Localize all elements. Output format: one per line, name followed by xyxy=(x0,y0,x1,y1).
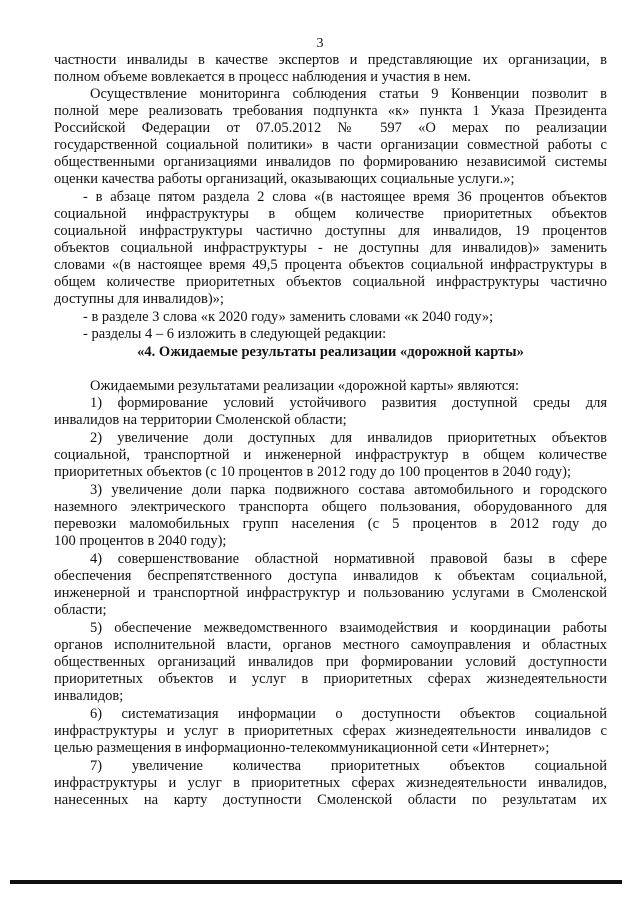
text-line: 4) совершенствование областной нормативной правовой базы в сфере xyxy=(90,551,607,567)
text-line: оценки качества работы организаций, оказывающих социальные услуги.»; xyxy=(54,171,515,187)
text-line: объектов социальной инфраструктуры - не доступны для инвалидов)» заменить xyxy=(54,240,607,256)
text-line: 100 процентов в 2040 году); xyxy=(54,533,227,549)
text-line: перевозки маломобильных групп населения (с 5 процентов в 2012 году до xyxy=(54,516,607,532)
bottom-border-bar xyxy=(10,880,622,884)
text-line: инвалидов; xyxy=(54,688,124,704)
text-line: 7) увеличение количества приоритетных объектов социальной xyxy=(90,758,607,774)
text-line: Осуществление мониторинга соблюдения статьи 9 Конвенции позволит в xyxy=(90,86,607,102)
text-line: области; xyxy=(54,602,107,618)
text-line: 3) увеличение доли парка подвижного состава автомобильного и городского xyxy=(90,482,607,498)
section-heading: «4. Ожидаемые результаты реализации «дорожной карты» xyxy=(137,344,524,360)
text-line: полном объеме вовлекается в процесс наблюдения и участия в нем. xyxy=(54,69,471,85)
text-line: полной мере реализовать требования подпункта «к» пункта 1 Указа Президента xyxy=(54,103,607,119)
text-line: инфраструктуры и услуг в приоритетных сферах жизнедеятельности инвалидов, xyxy=(54,775,607,791)
text-line: обеспечения беспрепятственного доступа инвалидов к объектам социальной, xyxy=(54,568,607,584)
text-line: 6) систематизация информации о доступности объектов социальной xyxy=(90,706,607,722)
text-line: доступны для инвалидов)»; xyxy=(54,291,224,307)
text-line: 2) увеличение доли доступных для инвалидов приоритетных объектов xyxy=(90,430,607,446)
text-line: частности инвалиды в качестве экспертов и представляющие их организации, в xyxy=(54,52,607,68)
text-line: 5) обеспечение межведомственного взаимодействия и координации работы xyxy=(90,620,607,636)
text-line: инфраструктуры и услуг в приоритетных сферах жизнедеятельности инвалидов с xyxy=(54,723,607,739)
text-line: приоритетных объектов и услуг в приоритетных сферах жизнедеятельности xyxy=(54,671,607,687)
page-number: 3 xyxy=(316,36,324,51)
text-line: инвалидов на территории Смоленской области; xyxy=(54,412,347,428)
text-line: - разделы 4 – 6 изложить в следующей редакции: xyxy=(83,326,387,342)
text-line: 1) формирование условий устойчивого развития доступной среды для xyxy=(90,395,607,411)
text-line: приоритетных объектов (с 10 процентов в 2012 году до 100 процентов в 2040 году); xyxy=(54,464,572,480)
text-line: социальной, транспортной и инженерной инфраструктур в общем количестве xyxy=(54,447,607,463)
text-line: - в абзаце пятом раздела 2 слова «(в настоящее время 36 процентов объектов xyxy=(83,189,607,205)
text-line: инженерной и транспортной инфраструктур и пользованию услугами в Смоленской xyxy=(54,585,607,601)
text-line: - в разделе 3 слова «к 2020 году» заменить словами «к 2040 году»; xyxy=(83,309,494,325)
text-line: общем количестве приоритетных объектов социальной инфраструктуры частично xyxy=(54,274,607,290)
text-line: органов исполнительной власти, органов местного самоуправления и областных xyxy=(54,637,607,653)
text-line: социальной инфраструктуры частично доступны для инвалидов, 19 процентов xyxy=(54,223,607,239)
text-line: Российской Федерации от 07.05.2012 № 597 «О мерах по реализации xyxy=(54,120,607,136)
text-line: Ожидаемыми результатами реализации «дорожной карты» являются: xyxy=(90,378,519,394)
text-line: словами «(в настоящее время 49,5 процента объектов социальной инфраструктуры в xyxy=(54,257,607,273)
text-line: государственной социальной политики» в части организации совместной работы с xyxy=(54,137,607,153)
text-line: социальной инфраструктуры в общем количестве приоритетных объектов xyxy=(54,206,607,222)
text-line: целью размещения в информационно-телекоммуникационной сети «Интернет»; xyxy=(54,740,550,756)
text-line: наземного электрического транспорта общего пользования, оборудованного для xyxy=(54,499,607,515)
text-line: общественных организаций инвалидов при формировании условий доступности xyxy=(54,654,607,670)
text-line: нанесенных на карту доступности Смоленской области по результатам их xyxy=(54,792,607,808)
text-line: общественными организациями инвалидов по формированию независимой системы xyxy=(54,154,607,170)
